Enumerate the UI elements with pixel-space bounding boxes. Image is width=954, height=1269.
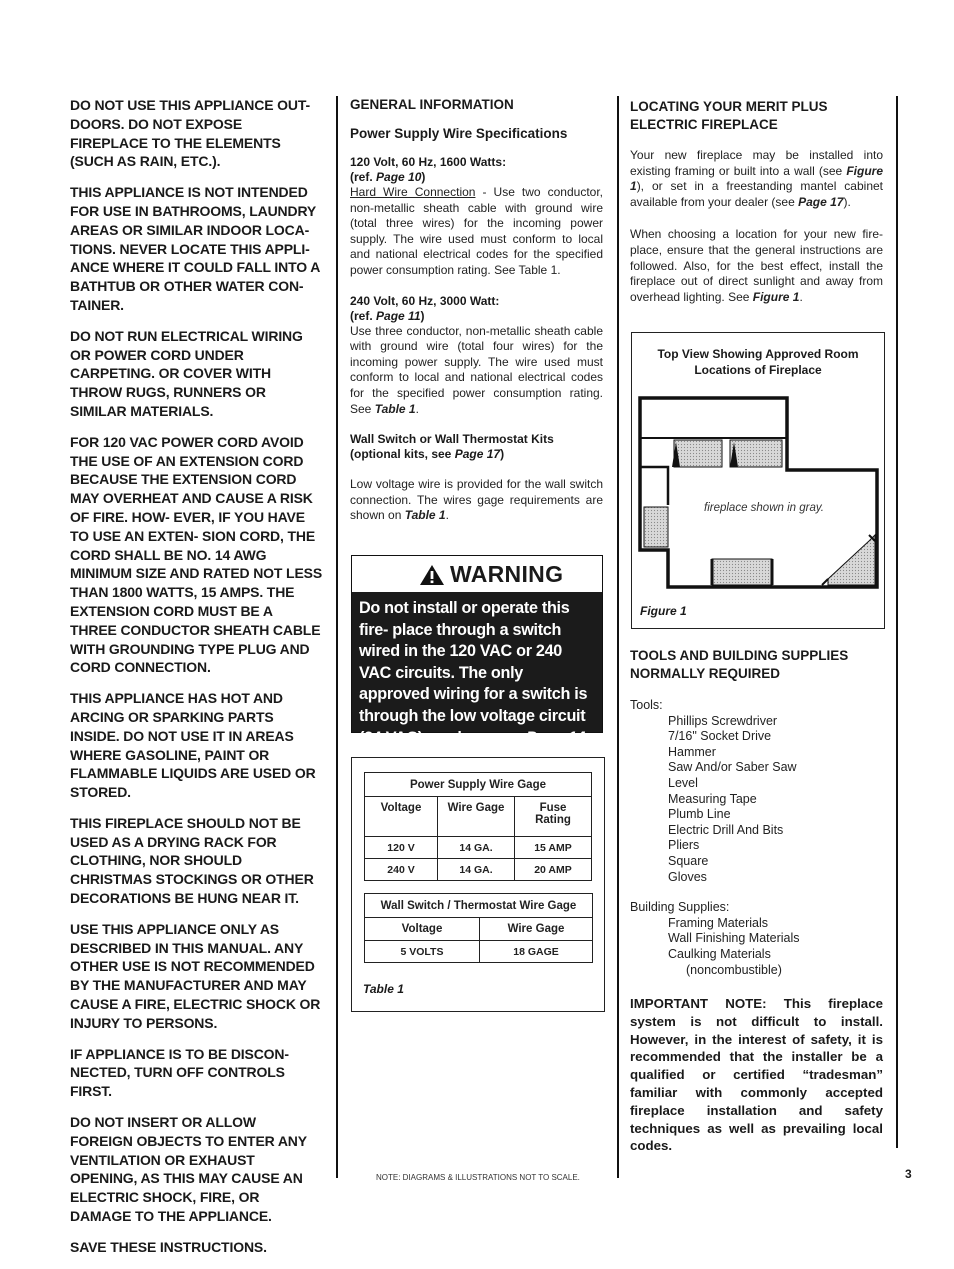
figure-note: fireplace shown in gray. [704, 502, 824, 514]
warning-paragraph: DO NOT RUN ELECTRICAL WIRING OR POWER CORD UNDER CARPETING. OR COVER WITH THROW RUGS, RUNNERS OR SIMILAR MATERIALS. [70, 327, 303, 419]
switch-kits-title: Wall Switch or Wall Thermostat Kits [350, 432, 554, 447]
page-ref: Page 14 [526, 728, 586, 747]
page-ref: Page 11 [376, 308, 421, 323]
tool-item: Saw And/or Saber Saw [668, 760, 797, 775]
wall-switch-wire-gage-table [364, 893, 593, 963]
warning-paragraph: THIS FIREPLACE SHOULD NOT BE USED AS A DRYING RACK FOR CLOTHING, NOR SHOULD CHRISTMAS STOCKINGS OR OTHER DECORATIONS BE HUNG NEAR IT. [70, 814, 314, 907]
hard-wire-connection-link: Hard Wire Connection [350, 185, 476, 199]
warning-paragraph: DO NOT USE THIS APPLIANCE OUT- DOORS. DO NOT EXPOSE FIREPLACE TO THE ELEMENTS (SUCH AS RAIN, ETC.). [70, 97, 310, 170]
tools-section [630, 647, 883, 1155]
figure-ref: Figure 1 [630, 163, 883, 194]
warning-paragraph: DO NOT INSERT OR ALLOW FOREIGN OBJECTS TO ENTER ANY VENTILATION OR EXHAUST OPENING, AS THIS MAY CAUSE AN ELECTRIC SHOCK, FIRE, OR DAMAGE TO THE APPLIANCE. [70, 1114, 307, 1225]
supplies-label: Building Supplies: [630, 900, 730, 915]
tool-item: Gloves [668, 869, 707, 884]
page-edge-rule [896, 96, 898, 1148]
fireplace-location [712, 559, 772, 585]
warning-box [351, 555, 603, 747]
warning-title: WARNING [450, 561, 564, 587]
table-cell: 5 VOLTS [365, 941, 480, 963]
supply-note: (noncombustible) [686, 962, 782, 977]
locating-paragraph-2 [630, 227, 883, 305]
warning-paragraph: THIS APPLIANCE HAS HOT AND ARCING OR SPARKING PARTS INSIDE. DO NOT USE IT IN AREAS WHERE GASOLINE, PAINT OR FLAMMABLE LIQUIDS ARE USED OR STORED. [70, 690, 316, 801]
warning-paragraph: THIS APPLIANCE IS NOT INTENDED FOR USE IN BATHROOMS, LAUNDRY AREAS OR SIMILAR INDOOR LOCA- TIONS. NEVER LOCATE THIS APPLI- ANCE WHERE IT COULD FALL INTO A BATHTUB OR OTHER WATER CON- TAINER. [70, 184, 320, 313]
tool-item: 7/16" Socket Drive [668, 729, 772, 744]
power-supply-subheading: Power Supply Wire Specifications [350, 126, 568, 141]
warning-triangle-icon [419, 564, 445, 586]
table-title: Power Supply Wire Gage [365, 773, 592, 797]
text: ). [843, 194, 851, 209]
table-cell: 14 GA. [438, 859, 515, 881]
spec-240v [350, 294, 603, 418]
wire-gage-table-box [351, 757, 605, 1012]
power-supply-wire-gage-table [364, 772, 592, 881]
ref-suffix: ) [420, 308, 425, 323]
table-cell: 15 AMP [515, 837, 592, 859]
table-ref: Table 1 [404, 508, 446, 523]
text: . [799, 289, 803, 304]
interior-wall [640, 438, 668, 505]
period: . [585, 728, 590, 747]
period: . [445, 508, 449, 523]
fireplace-location [730, 440, 782, 467]
locating-fireplace-column [630, 98, 883, 305]
ref-suffix: ) [421, 170, 426, 184]
table-header: Wire Gage [480, 918, 593, 941]
table-header: Wire Gage [438, 797, 515, 837]
general-information-column [350, 96, 603, 524]
spec-240v-ref [350, 309, 603, 324]
general-information-heading: GENERAL INFORMATION [350, 97, 514, 112]
spec-120v [350, 155, 603, 279]
page-ref: Page 10 [376, 170, 422, 184]
switch-kits-text [350, 477, 603, 524]
page-ref: Page 17 [798, 194, 844, 209]
warning-header [352, 556, 602, 592]
warning-paragraph: IF APPLIANCE IS TO BE DISCON- NECTED, TURN OFF CONTROLS FIRST. [70, 1045, 289, 1100]
page-ref: Page 17 [454, 447, 501, 462]
column-rule-left [336, 96, 338, 1178]
figure-ref: Figure 1 [752, 289, 800, 304]
table-cell: 14 GA. [438, 837, 515, 859]
text: ), or set in a freestanding mantel cabinet available from your dealer (see [630, 179, 883, 209]
tool-item: Level [668, 775, 698, 790]
save-instructions: SAVE THESE INSTRUCTIONS. [70, 1238, 267, 1255]
spec-120v-text [350, 185, 603, 279]
diagram-scale-note: NOTE: DIAGRAMS & ILLUSTRATIONS NOT TO SCALE. [376, 1173, 580, 1182]
table-header: Voltage [365, 797, 438, 837]
spec-120v-ref [350, 170, 603, 185]
ref-prefix: (ref. [350, 308, 377, 323]
table-caption: Table 1 [363, 982, 404, 996]
fireplace-location [674, 440, 722, 467]
warning-body [352, 592, 602, 747]
room-layout-diagram [632, 395, 884, 595]
locating-heading: LOCATING YOUR MERIT PLUS ELECTRIC FIREPLACE [630, 99, 828, 132]
fireplace-location [644, 507, 668, 547]
supply-item: Caulking Materials [668, 946, 771, 961]
switch-kits-subtitle [350, 447, 603, 462]
spec-120v-body: - Use two conductor, non-metallic sheath cable with ground wire (total three wires) for the incoming power supply. The wire used must conform to local and national electrical codes for the specified power consumption rating. See Table 1. [350, 185, 603, 277]
tools-label: Tools: [630, 698, 663, 712]
tool-item: Pliers [668, 838, 700, 853]
warning-paragraph: USE THIS APPLIANCE ONLY AS DESCRIBED IN THIS MANUAL. ANY OTHER USE IS NOT RECOMMENDED BY THE MANUFACTURER AND MAY CAUSE A FIRE, ELECTRIC SHOCK OR INJURY TO PERSONS. [70, 920, 321, 1031]
table-header: Fuse Rating [515, 797, 592, 837]
tool-item: Square [668, 853, 709, 868]
safety-warnings-column [70, 96, 322, 1269]
page-number: 3 [905, 1167, 912, 1181]
supply-item: Wall Finishing Materials [668, 931, 800, 946]
ref-prefix: (ref. [350, 170, 377, 184]
figure-title: Top View Showing Approved Room Locations of Fireplace [657, 347, 859, 377]
table-header: Voltage [365, 918, 480, 941]
tool-item: Measuring Tape [668, 791, 757, 806]
period: . [415, 401, 419, 416]
warning-text: Do not install or operate this fire- place through a switch wired in the 120 VAC or 240 VAC circuits. The only approved wiring for a switch is through the low voltage circuit (24 VAC) as shown on [359, 599, 588, 747]
supply-item: Framing Materials [668, 915, 769, 930]
figure-1-box [631, 332, 885, 629]
table-cell: 20 AMP [515, 859, 592, 881]
table-cell: 120 V [365, 837, 438, 859]
spec-120v-title: 120 Volt, 60 Hz, 1600 Watts: [350, 155, 507, 169]
tool-item: Phillips Screwdriver [668, 713, 778, 728]
warning-paragraph: FOR 120 VAC POWER CORD AVOID THE USE OF AN EXTENSION CORD BECAUSE THE EXTENSION CORD MAY OVERHEAT AND CAUSE A RISK OF FIRE. HOW- EVER, IF YOU HAVE TO USE AN EXTEN- SION CORD, THE CORD SHALL BE NO. 14 AWG MINIMUM SIZE AND RATED NOT LESS THAN 1800 WATTS, 15 AMPS. THE EXTENSION CORD MUST BE A THREE CONDUCTOR SHEATH CABLE WITH GROUNDING TYPE PLUG AND CORD CONNECTION. [70, 433, 323, 676]
text: Your new fireplace may be installed into existing framing or built into a wall (see [630, 148, 883, 178]
tool-item: Hammer [668, 744, 716, 759]
text: When choosing a location for your new fire- place, ensure that the general instructions are followed. Also, for the best effect, install the fireplace out of direct sunlight and away from overhead lighting. See [630, 227, 883, 304]
important-note: IMPORTANT NOTE: This fireplace system is not difficult to install. However, in the interest of safety, it is recommended that the installer be a qualified or certified “tradesman” familiar with commonly accepted fireplace installation and safety techniques as well as prevailing local codes. [630, 996, 883, 1154]
switch-kits-body: Low voltage wire is provided for the wall switch connection. The wires gage requirements are shown on [350, 477, 603, 523]
table-cell: 18 GAGE [480, 941, 593, 963]
tool-item: Electric Drill And Bits [668, 822, 784, 837]
column-rule-right [617, 96, 619, 1178]
tool-item: Plumb Line [668, 807, 731, 822]
locating-paragraph-1 [630, 148, 883, 210]
spec-240v-body: Use three conductor, non-metallic sheath cable with ground wire (total four wires) for the incoming power supply. The wire used must conform to local and national electrical codes for the specified power consumption rating. See [350, 323, 603, 416]
spec-240v-title: 240 Volt, 60 Hz, 3000 Watt: [350, 293, 500, 308]
ref-prefix: (optional kits, see [350, 447, 455, 462]
ref-suffix: ) [500, 447, 505, 462]
table-ref: Table 1 [374, 401, 416, 416]
table-title: Wall Switch / Thermostat Wire Gage [365, 894, 593, 918]
tools-heading: TOOLS AND BUILDING SUPPLIES NORMALLY REQUIRED [630, 648, 849, 681]
table-cell: 240 V [365, 859, 438, 881]
corner-fireplace-location [828, 535, 875, 585]
switch-kits [350, 432, 603, 524]
spec-240v-text [350, 324, 603, 418]
figure-caption: Figure 1 [640, 604, 687, 618]
